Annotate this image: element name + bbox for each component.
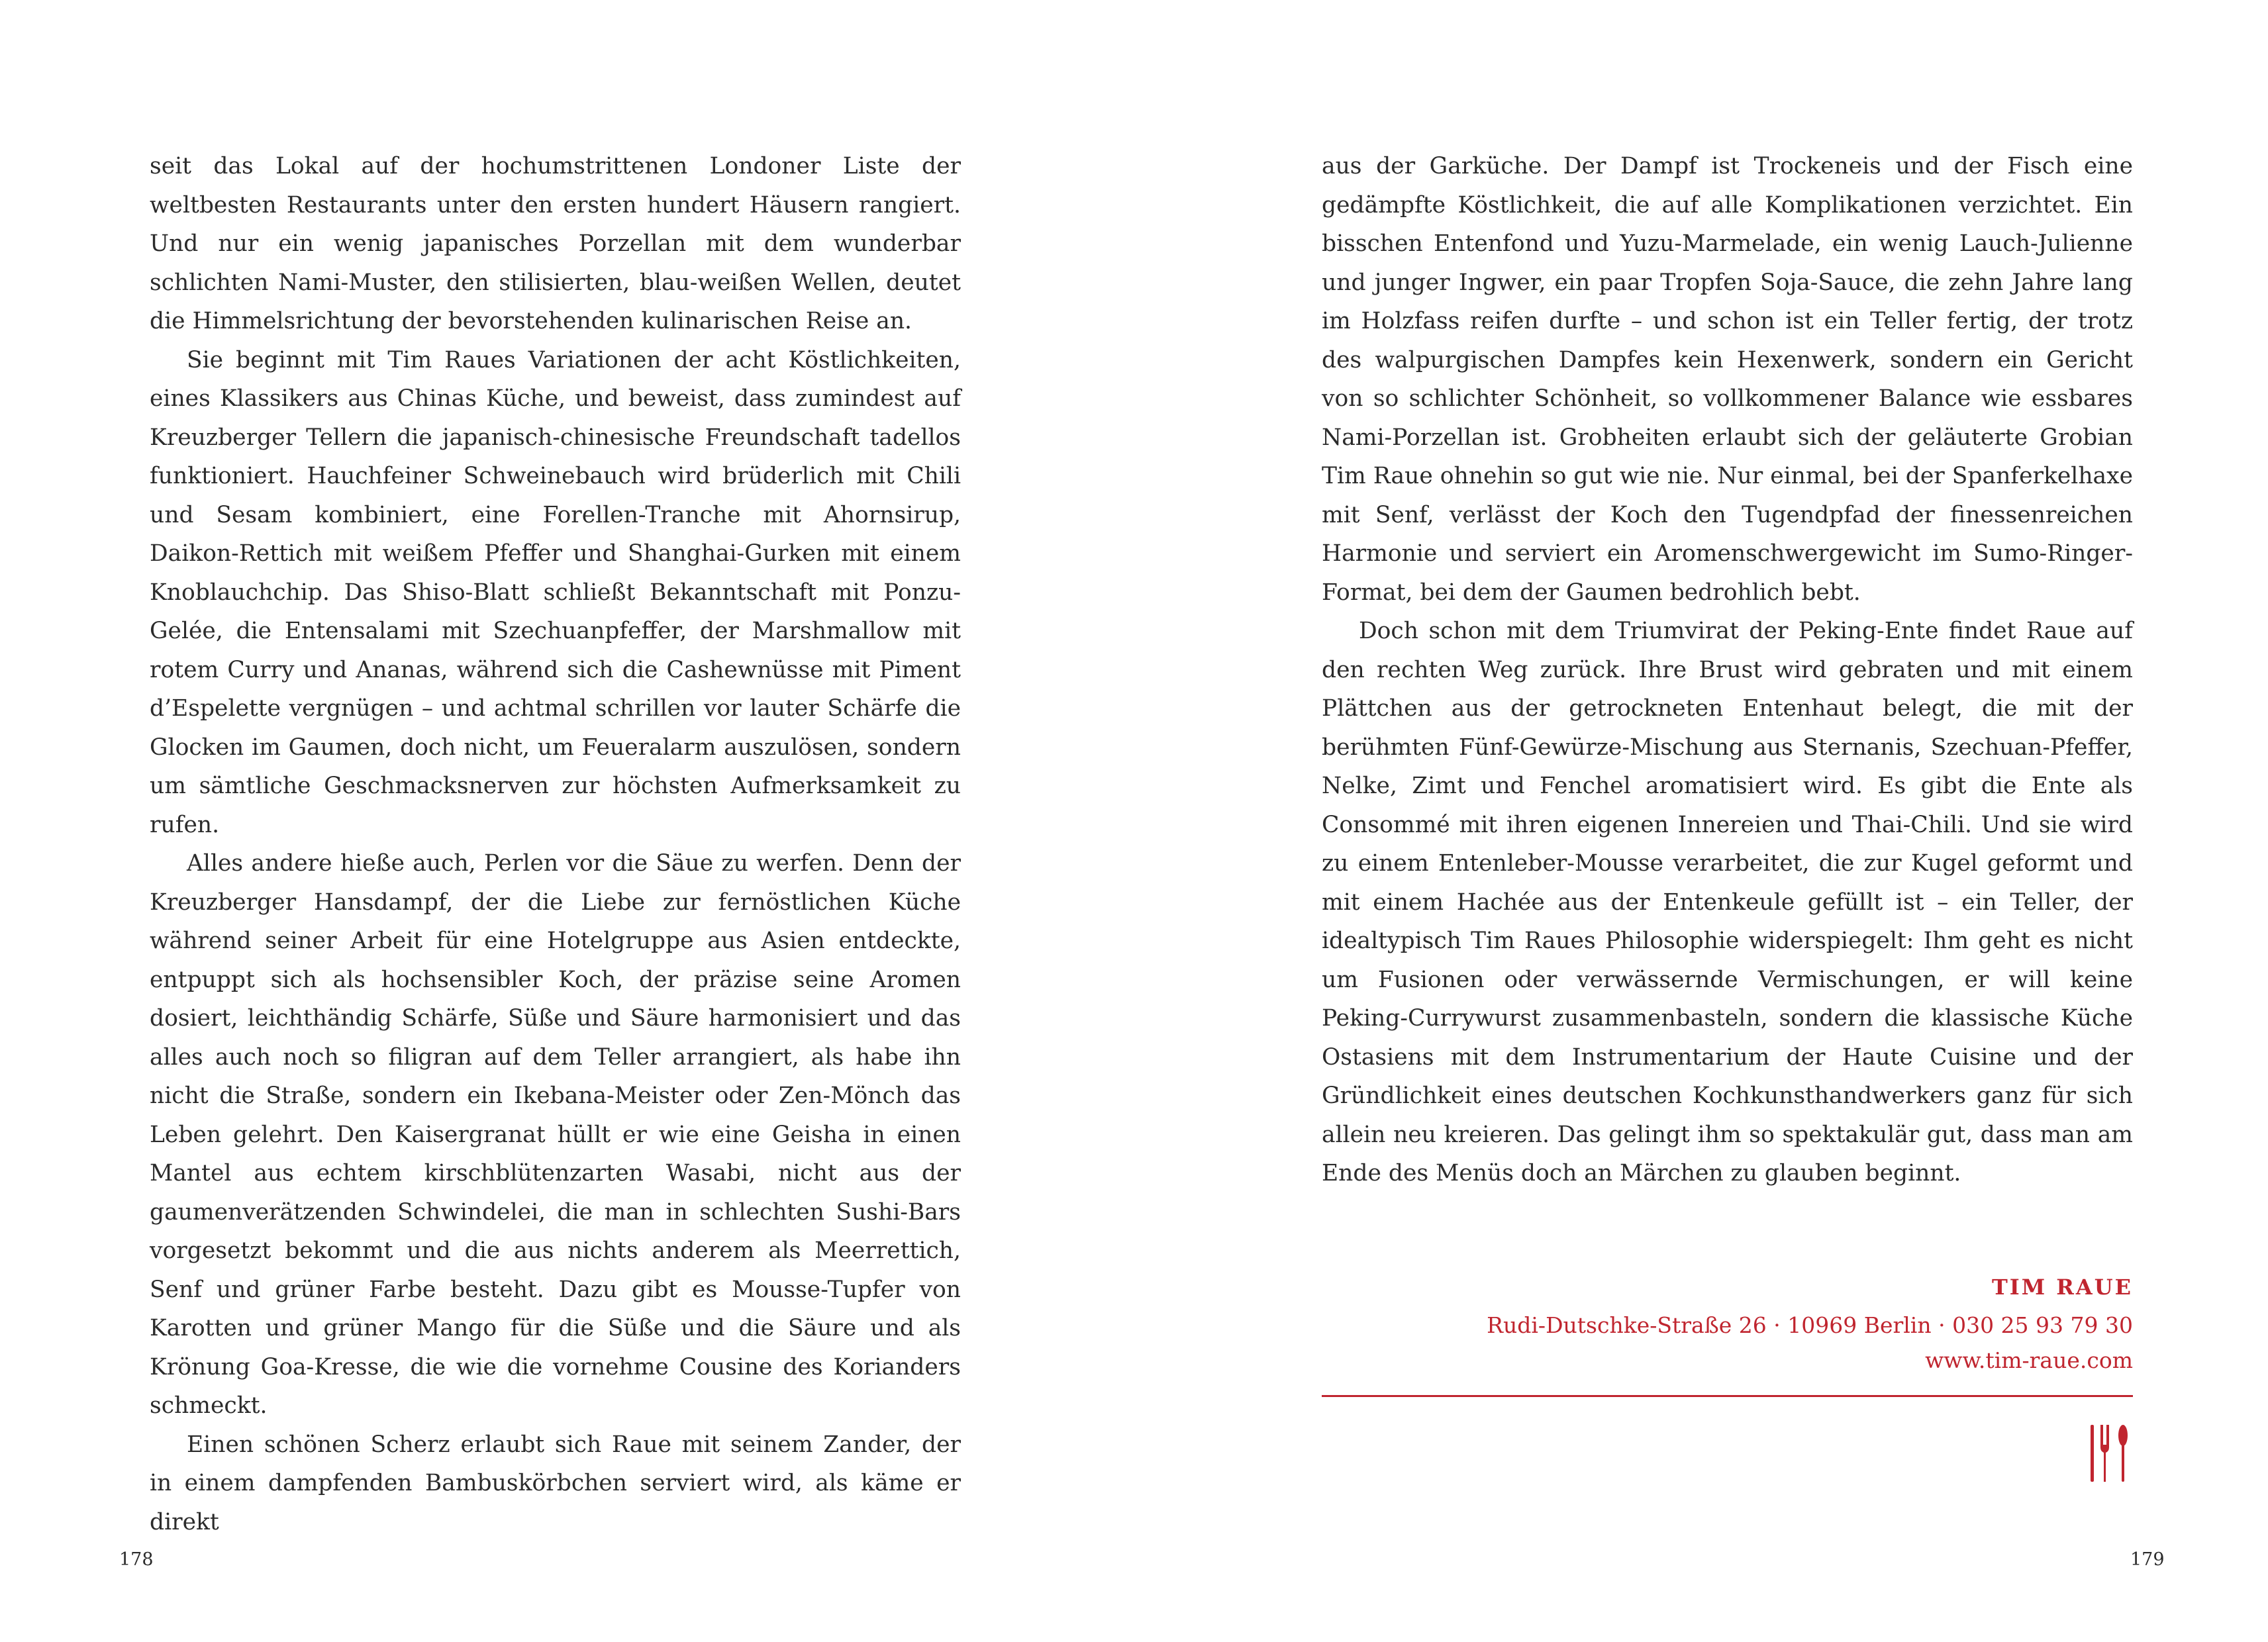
page-number-left: 178 [119, 1549, 154, 1570]
restaurant-website: www.tim-raue.com [1925, 1347, 2133, 1373]
paragraph: Sie beginnt mit Tim Raues Variationen der acht Köstlichkeiten, eines Klassikers aus Chinas Küche, und beweist, dass zumindest auf Kreuzberger Tellern die japanisch-chinesische Freundschaft tadellos funktioniert. Hauchfeiner Schweinebauch wird brüderlich mit Chili und Sesam kombiniert, eine Forellen-Tranche mit Ahornsirup, Daikon-Rettich mit weißem Pfeffer und Shanghai-Gurken mit einem Knoblauchchip. Das Shiso-Blatt schließt Bekanntschaft mit Ponzu-Gelée, die Entensalami mit Szechuanpfeffer, der Marshmallow mit rotem Curry und Ananas, während sich die Cashewnüsse mit Piment d’Espelette vergnügen – und achtmal schrillen vor lauter Schärfe die Glocken im Gaumen, doch nicht, um Feueralarm auszulösen, sondern um sämtliche Geschmacksnerven zur höchsten Aufmerksamkeit zu rufen. [150, 346, 961, 838]
paragraph: aus der Garküche. Der Dampf ist Trockeneis und der Fisch eine gedämpfte Köstlichkeit, die auf alle Komplikationen verzichtet. Ein bisschen Entenfond und Yuzu-Marmelade, ein wenig Lauch-Julienne und junger Ingwer, ein paar Tropfen Soja-Sauce, die zehn Jahre lang im Holzfass reifen durfte – und schon ist ein Teller fertig, der trotz des walpurgischen Dampfes kein Hexenwerk, sondern ein Gericht von so schlichter Schönheit, so vollkommener Balance wie essbares Nami-Porzellan ist. Grobheiten erlaubt sich der geläuterte Grobian Tim Raue ohnehin so gut wie nie. Nur einmal, bei der Spanferkelhaxe mit Senf, verlässt der Koch den Tugendpfad der finessenreichen Harmonie und serviert ein Aromenschwergewicht im Sumo-Ringer-Format, bei dem der Gaumen bedrohlich bebt. [1322, 153, 2133, 606]
paragraph: Alles andere hieße auch, Perlen vor die Säue zu werfen. Denn der Kreuzberger Hansdampf, der die Liebe zur fernöstlichen Küche während seiner Arbeit für eine Hotelgruppe aus Asien entdeckte, entpuppt sich als hochsensibler Koch, der präzise seine Aromen dosiert, leichthändig Schärfe, Süße und Säure harmonisiert und das alles auch noch so filigran auf dem Teller arrangiert, als habe ihn nicht die Straße, sondern ein Ikebana-Meister oder Zen-Mönch das Leben gelehrt. Den Kaisergranat hüllt er wie eine Geisha in einen Mantel aus echtem kirschblütenzarten Wasabi, nicht aus der gaumenverätzenden Schwindelei, die man in schlechten Sushi-Bars vorgesetzt bekommt und die aus nichts anderem als Meerrettich, Senf und grüner Farbe besteht. Dazu gibt es Mousse-Tupfer von Karotten und grüner Mango für die Süße und die Säure und als Krönung Goa-Kresse, die wie die vornehme Cousine des Korianders schmeckt. [150, 850, 961, 1419]
paragraph: Doch schon mit dem Triumvirat der Peking-Ente findet Raue auf den rechten Weg zurück. Ihre Brust wird gebraten und mit einem Plättchen aus der getrockneten Entenhaut belegt, die mit der berühmten Fünf-Gewürze-Mischung aus Sternanis, Szechuan-Pfeffer, Nelke, Zimt und Fenchel aromatisiert wird. Es gibt die Ente als Consommé mit ihren eigenen Innereien und Thai-Chili. Und sie wird zu einem Entenleber-Mousse verarbeitet, die zur Kugel geformt und mit einem Hachée aus der Entenkeule gefüllt ist – ein Teller, der idealtypisch Tim Raues Philosophie widerspiegelt: Ihm geht es nicht um Fusionen oder verwässernde Vermischungen, er will keine Peking-Currywurst zusammenbasteln, sondern die klassische Küche Ostasiens mit dem Instrumentarium der Haute Cuisine und der Gründlichkeit eines deutschen Kochkunsthandwerkers ganz für sich allein neu kreieren. Das gelingt ihm so spektakulär gut, dass man am Ende des Menüs doch an Märchen zu glauben beginnt. [1322, 618, 2133, 1186]
restaurant-address: Rudi-Dutschke-Straße 26 · 10969 Berlin · 030 25 93 79 30 [1487, 1312, 2133, 1338]
contact-divider [1322, 1395, 2133, 1397]
restaurant-name: TIM RAUE [1991, 1275, 2133, 1300]
paragraph: Einen schönen Scherz erlaubt sich Raue mit seinem Zander, der in einem dampfenden Bambuskörbchen serviert wird, als käme er direkt [150, 1431, 961, 1535]
page-number-right: 179 [2130, 1549, 2165, 1570]
right-page-text [1322, 147, 2133, 1193]
paragraph: seit das Lokal auf der hochumstrittenen Londoner Liste der weltbesten Restaurants unter den ersten hundert Häusern rangiert. Und nur ein wenig japanisches Porzellan mit dem wunderbar schlichten Nami-Muster, den stilisierten, blau-weißen Wellen, deutet die Himmelsrichtung der bevorstehenden kulinarischen Reise an. [150, 153, 961, 334]
left-page-text [150, 147, 961, 1541]
cutlery-icon [2085, 1424, 2138, 1483]
